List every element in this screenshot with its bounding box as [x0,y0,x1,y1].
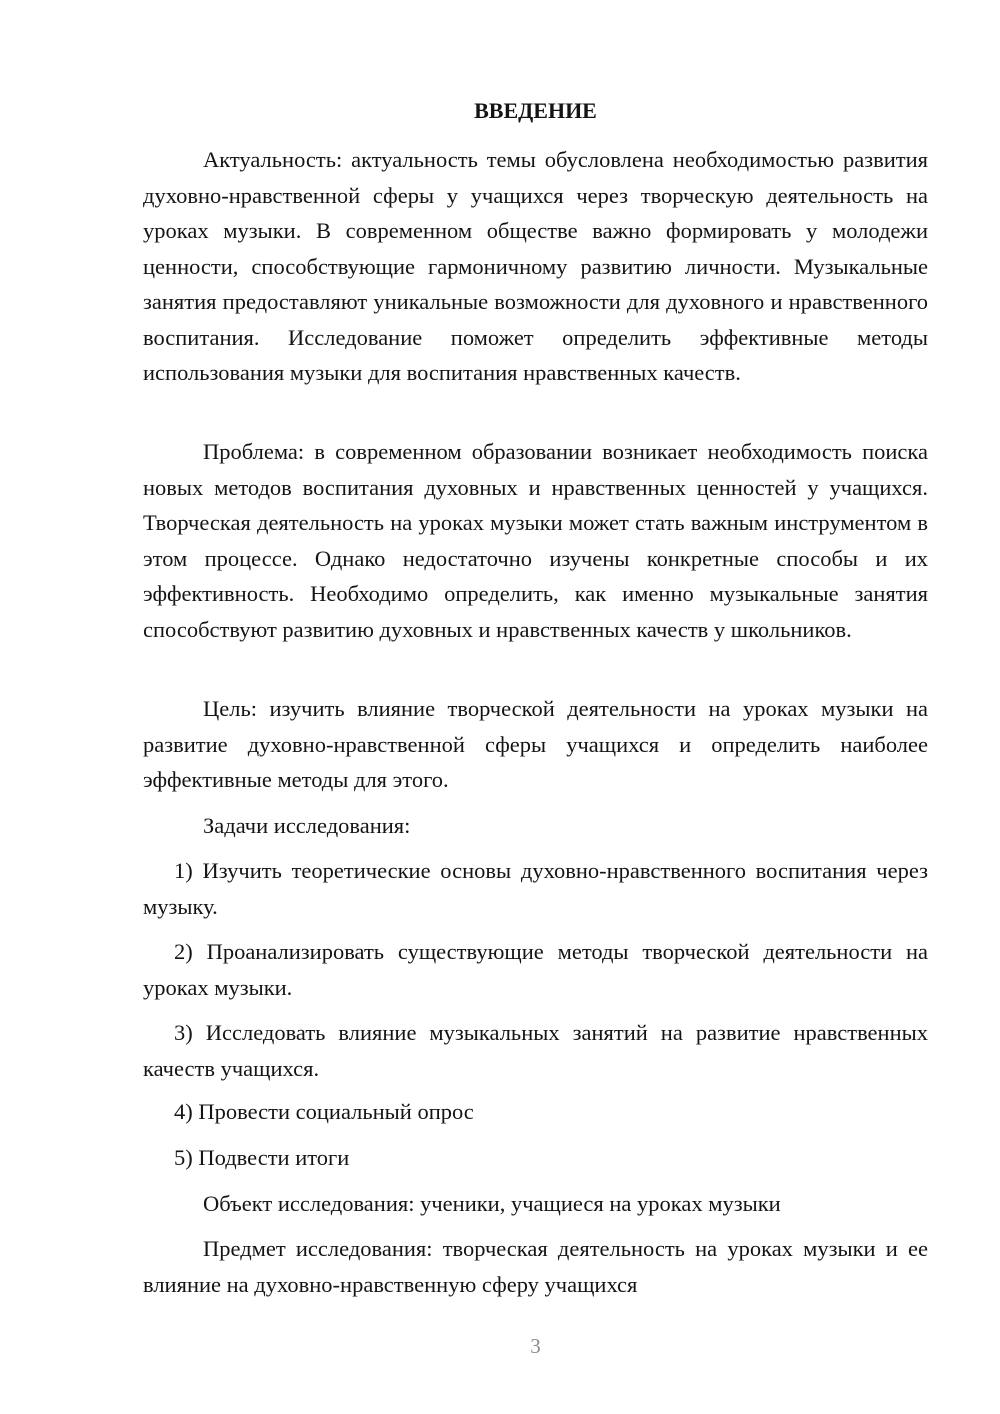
task-item-5: 5) Подвести итоги [174,1145,350,1170]
page-number: 3 [530,1334,541,1358]
goal-paragraph: Цель: изучить влияние творческой деятельности на уроках музыки на развитие духовно-нравственной сферы учащихся и определить наиболее эффективные методы для этого. [143,696,928,792]
task-item-1: 1) Изучить теоретические основы духовно-нравственного воспитания через музыку. [143,858,928,919]
tasks-heading: Задачи исследования: [203,813,411,838]
task-item-4: 4) Провести социальный опрос [174,1099,474,1124]
subject-paragraph: Предмет исследования: творческая деятельность на уроках музыки и ее влияние на духовно-нравственную сферу учащихся [143,1236,928,1297]
task-item-3: 3) Исследовать влияние музыкальных занятий на развитие нравственных качеств учащихся. [143,1020,928,1081]
problem-paragraph: Проблема: в современном образовании возникает необходимость поиска новых методов воспитания духовных и нравственных ценностей у учащихся. Творческая деятельность на уроках музыки может стать важным инструментом в этом процессе. Однако недостаточно изучены конкретные способы и их эффективность. Необходимо определить, как именно музыкальные занятия способствуют развитию духовных и нравственных качеств у школьников. [143,439,928,642]
page-title: ВВЕДЕНИЕ [474,98,597,123]
relevance-paragraph: Актуальность: актуальность темы обусловлена необходимостью развития духовно-нравственной сферы у учащихся через творческую деятельность на уроках музыки. В современном обществе важно формировать у молодежи ценности, способствующие гармоничному развитию личности. Музыкальные занятия предоставляют уникальные возможности для духовного и нравственного воспитания. Исследование поможет определить эффективные методы использования музыки для воспитания нравственных качеств. [143,147,928,385]
task-item-2: 2) Проанализировать существующие методы творческой деятельности на уроках музыки. [143,939,928,1000]
object-paragraph: Объект исследования: ученики, учащиеся на уроках музыки [203,1191,781,1216]
